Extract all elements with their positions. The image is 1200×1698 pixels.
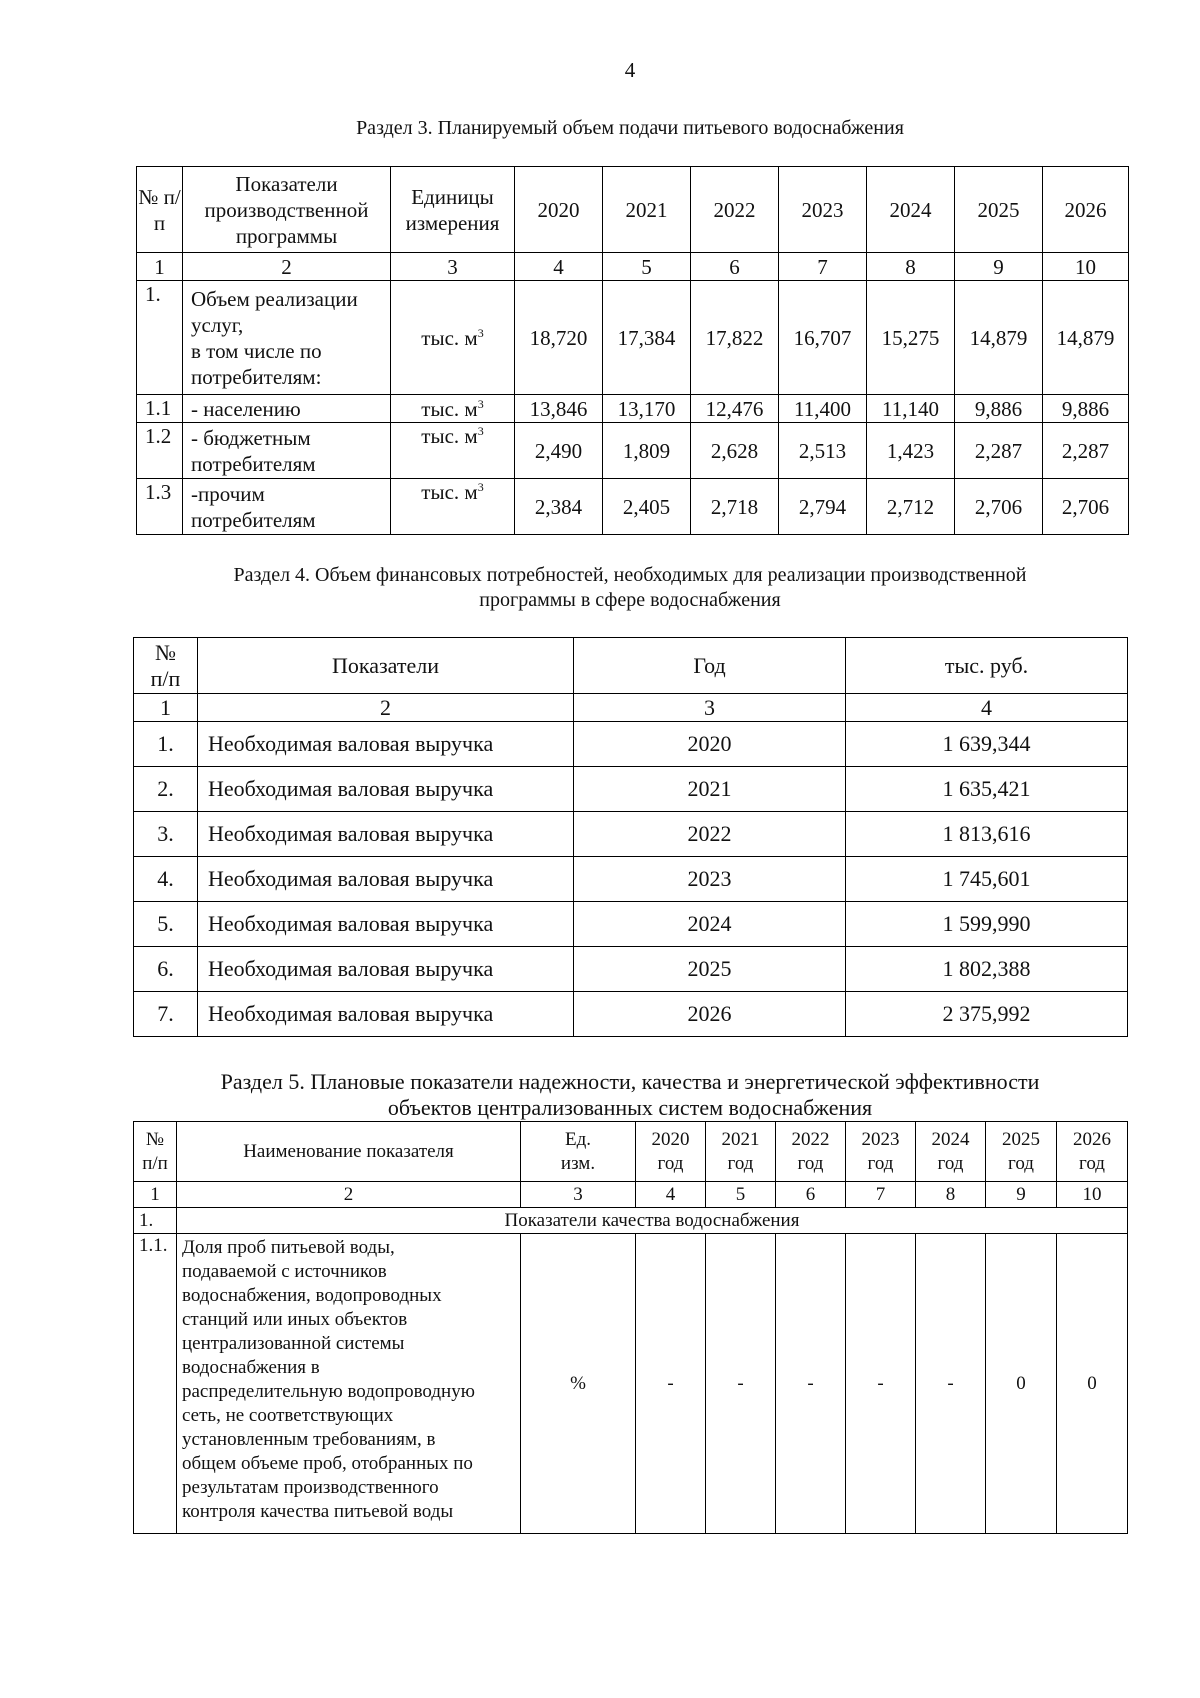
- value-cell: 2,712: [867, 479, 955, 535]
- value-cell: 12,476: [691, 395, 779, 423]
- header-num-line: №: [155, 639, 176, 665]
- value-cell: 2,513: [779, 423, 867, 479]
- column-number: 9: [955, 253, 1043, 281]
- header-year: [636, 1122, 706, 1182]
- table-header-row: [134, 1122, 1128, 1182]
- group-row: [134, 1208, 1128, 1234]
- row-unit: [391, 479, 515, 535]
- row-year: 2022: [574, 812, 846, 857]
- indicator-line: потребителям: [191, 451, 316, 476]
- value-cell: 17,384: [603, 281, 691, 395]
- value-cell: -: [776, 1234, 846, 1534]
- value-cell: 13,170: [603, 395, 691, 423]
- value-cell: 2,490: [515, 423, 603, 479]
- row-indicator: Необходимая валовая выручка: [198, 857, 574, 902]
- column-numbers-row: [134, 1182, 1128, 1208]
- year-value: 2025: [1002, 1128, 1040, 1150]
- value-cell: 2,706: [1043, 479, 1129, 535]
- column-number: 9: [986, 1182, 1057, 1208]
- column-number: 2: [183, 253, 391, 281]
- row-amount: 2 375,992: [846, 992, 1128, 1037]
- section-5-title-line: объектов централизованных систем водоснабжения: [387, 1095, 873, 1120]
- indicator-line: распределительную водопроводную: [182, 1381, 475, 1402]
- year-value: 2021: [721, 1128, 760, 1150]
- table-row: [134, 992, 1128, 1037]
- header-year: [776, 1122, 846, 1182]
- column-number: 2: [198, 694, 574, 722]
- value-cell: 11,140: [867, 395, 955, 423]
- header-unit: [521, 1122, 636, 1182]
- unit-text: тыс. м: [421, 396, 478, 421]
- indicator-line: потребителям:: [191, 364, 322, 389]
- table-row: [137, 281, 1129, 395]
- table-row: [134, 722, 1128, 767]
- table-row: [134, 902, 1128, 947]
- indicator-line: -прочим: [191, 481, 265, 506]
- indicator-line: сеть, не соответствующих: [182, 1405, 394, 1426]
- group-number: 1.: [134, 1208, 177, 1234]
- column-number: 10: [1043, 253, 1129, 281]
- unit-text: тыс. м: [421, 424, 478, 448]
- row-number: 1.3: [137, 479, 183, 535]
- header-year: 2022: [691, 167, 779, 253]
- column-number: 1: [134, 1182, 177, 1208]
- column-number: 4: [636, 1182, 706, 1208]
- section-4-table: [133, 637, 1128, 1037]
- column-number: 6: [776, 1182, 846, 1208]
- indicator-line: станций или иных объектов: [182, 1309, 408, 1330]
- row-number: 3.: [134, 812, 198, 857]
- table-row: [134, 857, 1128, 902]
- table-row: [137, 395, 1129, 423]
- value-cell: -: [706, 1234, 776, 1534]
- section-5-table: [133, 1121, 1128, 1534]
- value-cell: 2,384: [515, 479, 603, 535]
- row-number: 1.1: [137, 395, 183, 423]
- row-number: 1.: [134, 722, 198, 767]
- row-amount: 1 802,388: [846, 947, 1128, 992]
- column-number: 4: [846, 694, 1128, 722]
- column-number: 8: [916, 1182, 986, 1208]
- header-year: 2025: [955, 167, 1043, 253]
- value-cell: 9,886: [1043, 395, 1129, 423]
- row-indicator: [177, 1234, 521, 1534]
- indicator-line: общем объеме проб, отобранных по: [182, 1453, 473, 1474]
- value-cell: -: [916, 1234, 986, 1534]
- year-word: год: [727, 1152, 754, 1174]
- indicator-line: подаваемой с источников: [182, 1261, 387, 1282]
- value-cell: 14,879: [1043, 281, 1129, 395]
- row-number: 1.1.: [134, 1234, 177, 1534]
- table-row: [134, 1234, 1128, 1534]
- indicator-line: контроля качества питьевой воды: [182, 1501, 454, 1522]
- year-value: 2024: [931, 1128, 970, 1150]
- unit-superscript: 3: [477, 396, 484, 411]
- row-number: 7.: [134, 992, 198, 1037]
- value-cell: 2,718: [691, 479, 779, 535]
- row-number: 1.2: [137, 423, 183, 479]
- column-number: 4: [515, 253, 603, 281]
- row-indicator: Необходимая валовая выручка: [198, 722, 574, 767]
- header-year: [706, 1122, 776, 1182]
- row-indicator: [183, 281, 391, 395]
- column-number: 1: [134, 694, 198, 722]
- value-cell: 2,405: [603, 479, 691, 535]
- value-cell: 0: [1057, 1234, 1128, 1534]
- table-header-row: [137, 167, 1129, 253]
- indicator-line: в том числе по: [191, 338, 322, 363]
- header-amount: тыс. руб.: [846, 638, 1128, 694]
- column-number: 3: [521, 1182, 636, 1208]
- indicator-line: водоснабжения, водопроводных: [182, 1285, 442, 1306]
- header-year: 2026: [1043, 167, 1129, 253]
- year-word: год: [657, 1152, 684, 1174]
- indicator-line: Объем реализации: [191, 286, 358, 311]
- row-indicator: Необходимая валовая выручка: [198, 812, 574, 857]
- row-number: 4.: [134, 857, 198, 902]
- row-year: 2025: [574, 947, 846, 992]
- row-number: 1.: [137, 281, 183, 395]
- indicator-line: - населению: [191, 396, 301, 421]
- header-unit: Единицы измерения: [391, 167, 515, 253]
- column-numbers-row: [134, 694, 1128, 722]
- header-year: [916, 1122, 986, 1182]
- header-year: 2023: [779, 167, 867, 253]
- row-amount: 1 813,616: [846, 812, 1128, 857]
- row-number: 2.: [134, 767, 198, 812]
- row-year: 2021: [574, 767, 846, 812]
- value-cell: 9,886: [955, 395, 1043, 423]
- row-amount: 1 745,601: [846, 857, 1128, 902]
- page-number: 4: [624, 58, 636, 82]
- row-year: 2020: [574, 722, 846, 767]
- header-year: 2024: [867, 167, 955, 253]
- section-4-title-line: Раздел 4. Объем финансовых потребностей, необходимых для реализации производственной: [233, 564, 1027, 586]
- value-cell: 16,707: [779, 281, 867, 395]
- unit-text: тыс. м: [421, 325, 478, 350]
- indicator-line: - бюджетным: [191, 425, 311, 450]
- value-cell: 14,879: [955, 281, 1043, 395]
- header-indicator: Показатели производственной программы: [183, 167, 391, 253]
- table-header-row: [134, 638, 1128, 694]
- value-cell: 0: [986, 1234, 1057, 1534]
- header-num: [134, 1122, 177, 1182]
- value-cell: 1,809: [603, 423, 691, 479]
- row-amount: 1 639,344: [846, 722, 1128, 767]
- value-cell: 2,794: [779, 479, 867, 535]
- value-cell: 2,287: [1043, 423, 1129, 479]
- year-word: год: [1079, 1152, 1105, 1174]
- header-year: 2020: [515, 167, 603, 253]
- indicator-line: Доля проб питьевой воды,: [182, 1237, 395, 1258]
- row-indicator: Необходимая валовая выручка: [198, 767, 574, 812]
- year-word: год: [797, 1152, 824, 1174]
- indicator-line: централизованной системы: [182, 1333, 405, 1354]
- row-number: 5.: [134, 902, 198, 947]
- unit-superscript: 3: [477, 424, 484, 438]
- row-indicator: [183, 423, 391, 479]
- value-cell: 15,275: [867, 281, 955, 395]
- column-number: 1: [137, 253, 183, 281]
- table-row: [134, 812, 1128, 857]
- year-value: 2026: [1073, 1128, 1111, 1150]
- table-row: [137, 423, 1129, 479]
- value-cell: 2,287: [955, 423, 1043, 479]
- indicator-line: потребителям: [191, 507, 316, 532]
- row-unit: [391, 395, 515, 423]
- section-5-title-line: Раздел 5. Плановые показатели надежности, качества и энергетической эффективности: [220, 1069, 1040, 1094]
- table-row: [134, 767, 1128, 812]
- section-5-title: [0, 1069, 1200, 1121]
- row-unit: [391, 281, 515, 395]
- table-row: [137, 479, 1129, 535]
- header-num-line: №: [145, 1128, 165, 1150]
- row-amount: 1 599,990: [846, 902, 1128, 947]
- row-number: 6.: [134, 947, 198, 992]
- section-3-title: Раздел 3. Планируемый объем подачи питьевого водоснабжения: [356, 117, 904, 139]
- header-indicator: Наименование показателя: [177, 1122, 521, 1182]
- value-cell: -: [846, 1234, 916, 1534]
- year-value: 2023: [861, 1128, 900, 1150]
- section-4-title-line: программы в сфере водоснабжения: [479, 589, 781, 611]
- header-indicator: Показатели: [198, 638, 574, 694]
- header-unit-line: изм.: [560, 1152, 596, 1174]
- year-value: 2020: [651, 1128, 690, 1150]
- row-indicator: Необходимая валовая выручка: [198, 947, 574, 992]
- value-cell: 1,423: [867, 423, 955, 479]
- header-unit-line: Ед.: [564, 1128, 592, 1150]
- column-number: 2: [177, 1182, 521, 1208]
- header-year: [846, 1122, 916, 1182]
- value-cell: 11,400: [779, 395, 867, 423]
- indicator-line: результатам производственного: [182, 1477, 439, 1498]
- value-cell: -: [636, 1234, 706, 1534]
- row-amount: 1 635,421: [846, 767, 1128, 812]
- row-unit: [391, 423, 515, 479]
- value-cell: 13,846: [515, 395, 603, 423]
- value-cell: 2,628: [691, 423, 779, 479]
- row-indicator: [183, 395, 391, 423]
- section-3-table: [136, 166, 1129, 535]
- header-year: Год: [574, 638, 846, 694]
- row-unit: %: [521, 1234, 636, 1534]
- indicator-line: услуг,: [191, 312, 244, 337]
- column-number: 6: [691, 253, 779, 281]
- header-year: [1057, 1122, 1128, 1182]
- column-number: 8: [867, 253, 955, 281]
- unit-text: тыс. м: [421, 480, 478, 504]
- column-numbers-row: [137, 253, 1129, 281]
- column-number: 3: [391, 253, 515, 281]
- header-year: [986, 1122, 1057, 1182]
- column-number: 3: [574, 694, 846, 722]
- header-year: 2021: [603, 167, 691, 253]
- value-cell: 17,822: [691, 281, 779, 395]
- row-year: 2026: [574, 992, 846, 1037]
- header-num-line: п/п: [150, 665, 181, 691]
- column-number: 7: [779, 253, 867, 281]
- indicator-line: установленным требованиям, в: [182, 1429, 436, 1450]
- group-label: Показатели качества водоснабжения: [177, 1208, 1128, 1234]
- unit-superscript: 3: [477, 480, 484, 494]
- year-word: год: [1008, 1152, 1034, 1174]
- column-number: 10: [1057, 1182, 1128, 1208]
- row-indicator: Необходимая валовая выручка: [198, 992, 574, 1037]
- header-num: № п/п: [137, 167, 183, 253]
- year-word: год: [867, 1152, 894, 1174]
- row-year: 2023: [574, 857, 846, 902]
- year-word: год: [937, 1152, 964, 1174]
- value-cell: 2,706: [955, 479, 1043, 535]
- header-num-line: п/п: [142, 1152, 168, 1174]
- column-number: 7: [846, 1182, 916, 1208]
- row-year: 2024: [574, 902, 846, 947]
- column-number: 5: [603, 253, 691, 281]
- unit-superscript: 3: [477, 325, 484, 340]
- indicator-line: водоснабжения в: [182, 1357, 320, 1378]
- table-row: [134, 947, 1128, 992]
- row-indicator: [183, 479, 391, 535]
- year-value: 2022: [791, 1128, 830, 1150]
- header-num: [134, 638, 198, 694]
- row-indicator: Необходимая валовая выручка: [198, 902, 574, 947]
- column-number: 5: [706, 1182, 776, 1208]
- value-cell: 18,720: [515, 281, 603, 395]
- section-4-title: [0, 563, 1200, 613]
